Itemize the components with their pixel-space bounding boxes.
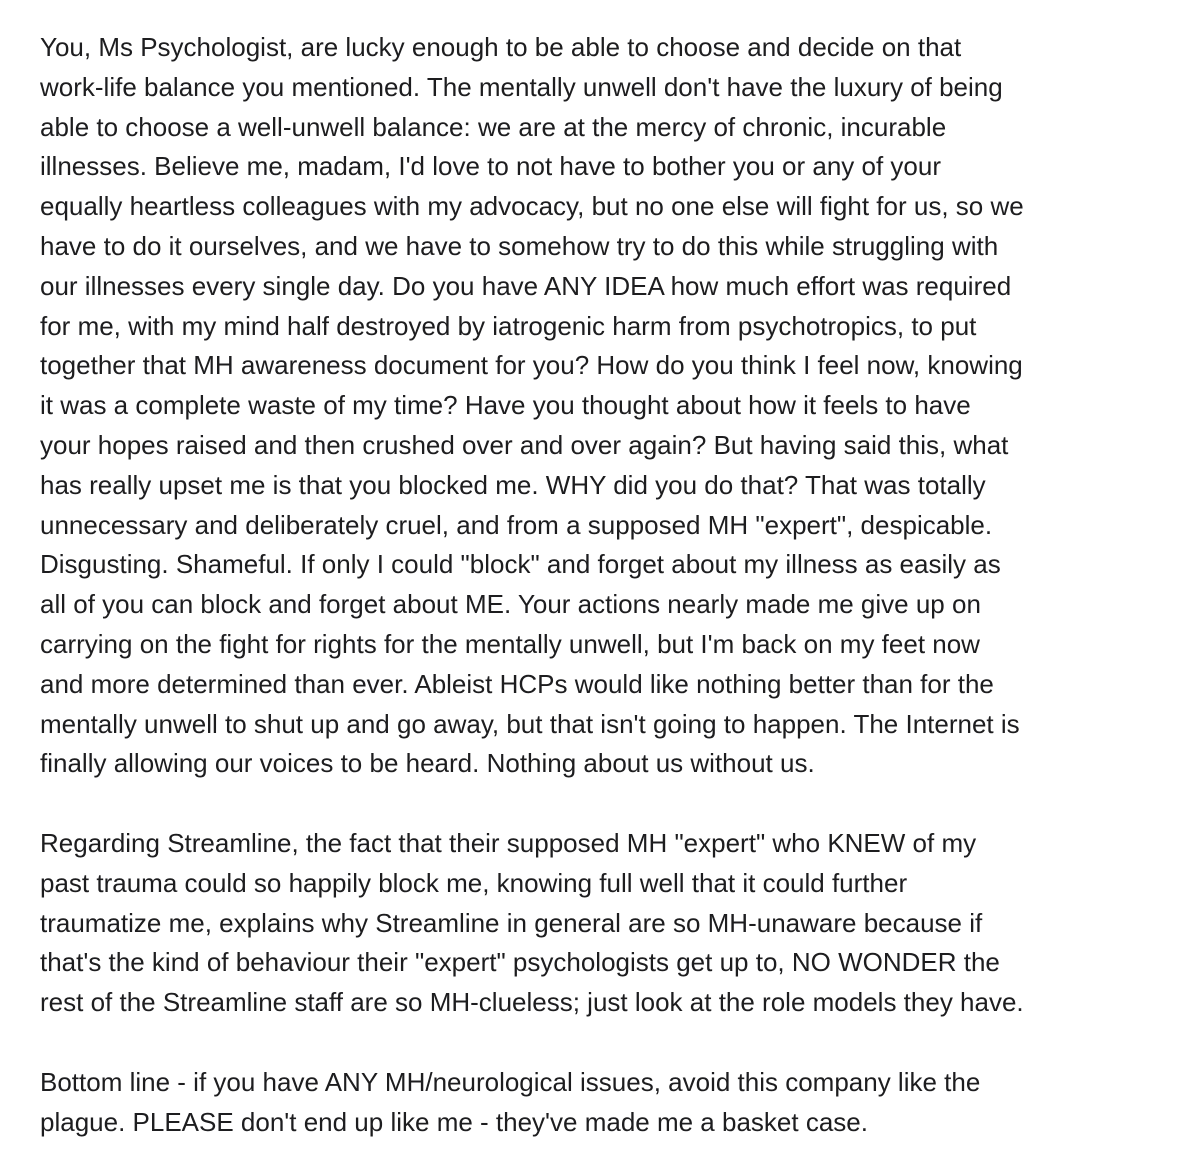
text-line: illnesses. Believe me, madam, I'd love to not have to bother you or any of your (40, 151, 941, 182)
text-line: work-life balance you mentioned. The mentally unwell don't have the luxury of being (40, 71, 1003, 102)
paragraph-spacer (40, 784, 1170, 824)
text-line: have to do it ourselves, and we have to somehow try to do this while struggling with (40, 230, 999, 261)
text-line: unnecessary and deliberately cruel, and from a supposed MH "expert", despicable. (40, 509, 993, 540)
text-line: has really upset me is that you blocked me. WHY did you do that? That was totally (40, 469, 986, 500)
text-line: that's the kind of behaviour their "expert" psychologists get up to, NO WONDER the (40, 947, 1000, 978)
paragraph-spacer (40, 1023, 1170, 1063)
text-line: carrying on the fight for rights for the mentally unwell, but I'm back on my feet now (40, 628, 980, 659)
text-line: together that MH awareness document for you? How do you think I feel now, knowing (40, 350, 1023, 381)
review-text-body (40, 28, 1170, 1142)
text-line: Regarding Streamline, the fact that their supposed MH "expert" who KNEW of my (40, 827, 977, 858)
text-line: our illnesses every single day. Do you have ANY IDEA how much effort was required (40, 270, 1012, 301)
text-line: You, Ms Psychologist, are lucky enough to be able to choose and decide on that (40, 32, 962, 62)
text-line: finally allowing our voices to be heard. Nothing about us without us. (40, 748, 815, 779)
text-line: past trauma could so happily block me, knowing full well that it could further (40, 867, 908, 898)
text-line: Disgusting. Shameful. If only I could "block" and forget about my illness as easily as (40, 549, 1001, 580)
text-line: all of you can block and forget about ME. Your actions nearly made me give up on (40, 589, 981, 620)
text-line: plague. PLEASE don't end up like me - they've made me a basket case. (40, 1106, 868, 1137)
text-line: and more determined than ever. Ableist HCPs would like nothing better than for the (40, 668, 994, 699)
text-line: traumatize me, explains why Streamline in general are so MH-unaware because if (40, 907, 983, 938)
text-line: rest of the Streamline staff are so MH-clueless; just look at the role models they have. (40, 987, 1024, 1018)
text-line: Bottom line - if you have ANY MH/neurological issues, avoid this company like the (40, 1066, 981, 1097)
text-line: it was a complete waste of my time? Have you thought about how it feels to have (40, 390, 971, 421)
text-line: for me, with my mind half destroyed by iatrogenic harm from psychotropics, to put (40, 310, 977, 341)
text-line: mentally unwell to shut up and go away, but that isn't going to happen. The Internet is (40, 708, 1020, 739)
text-line: equally heartless colleagues with my advocacy, but no one else will fight for us, so we (40, 191, 1024, 222)
text-line: your hopes raised and then crushed over and over again? But having said this, what (40, 429, 1009, 460)
paragraph-bottom-line (40, 1063, 1170, 1143)
paragraph-streamline (40, 824, 1170, 1023)
text-line: able to choose a well-unwell balance: we are at the mercy of chronic, incurable (40, 111, 947, 142)
paragraph-psychologist (40, 28, 1170, 784)
